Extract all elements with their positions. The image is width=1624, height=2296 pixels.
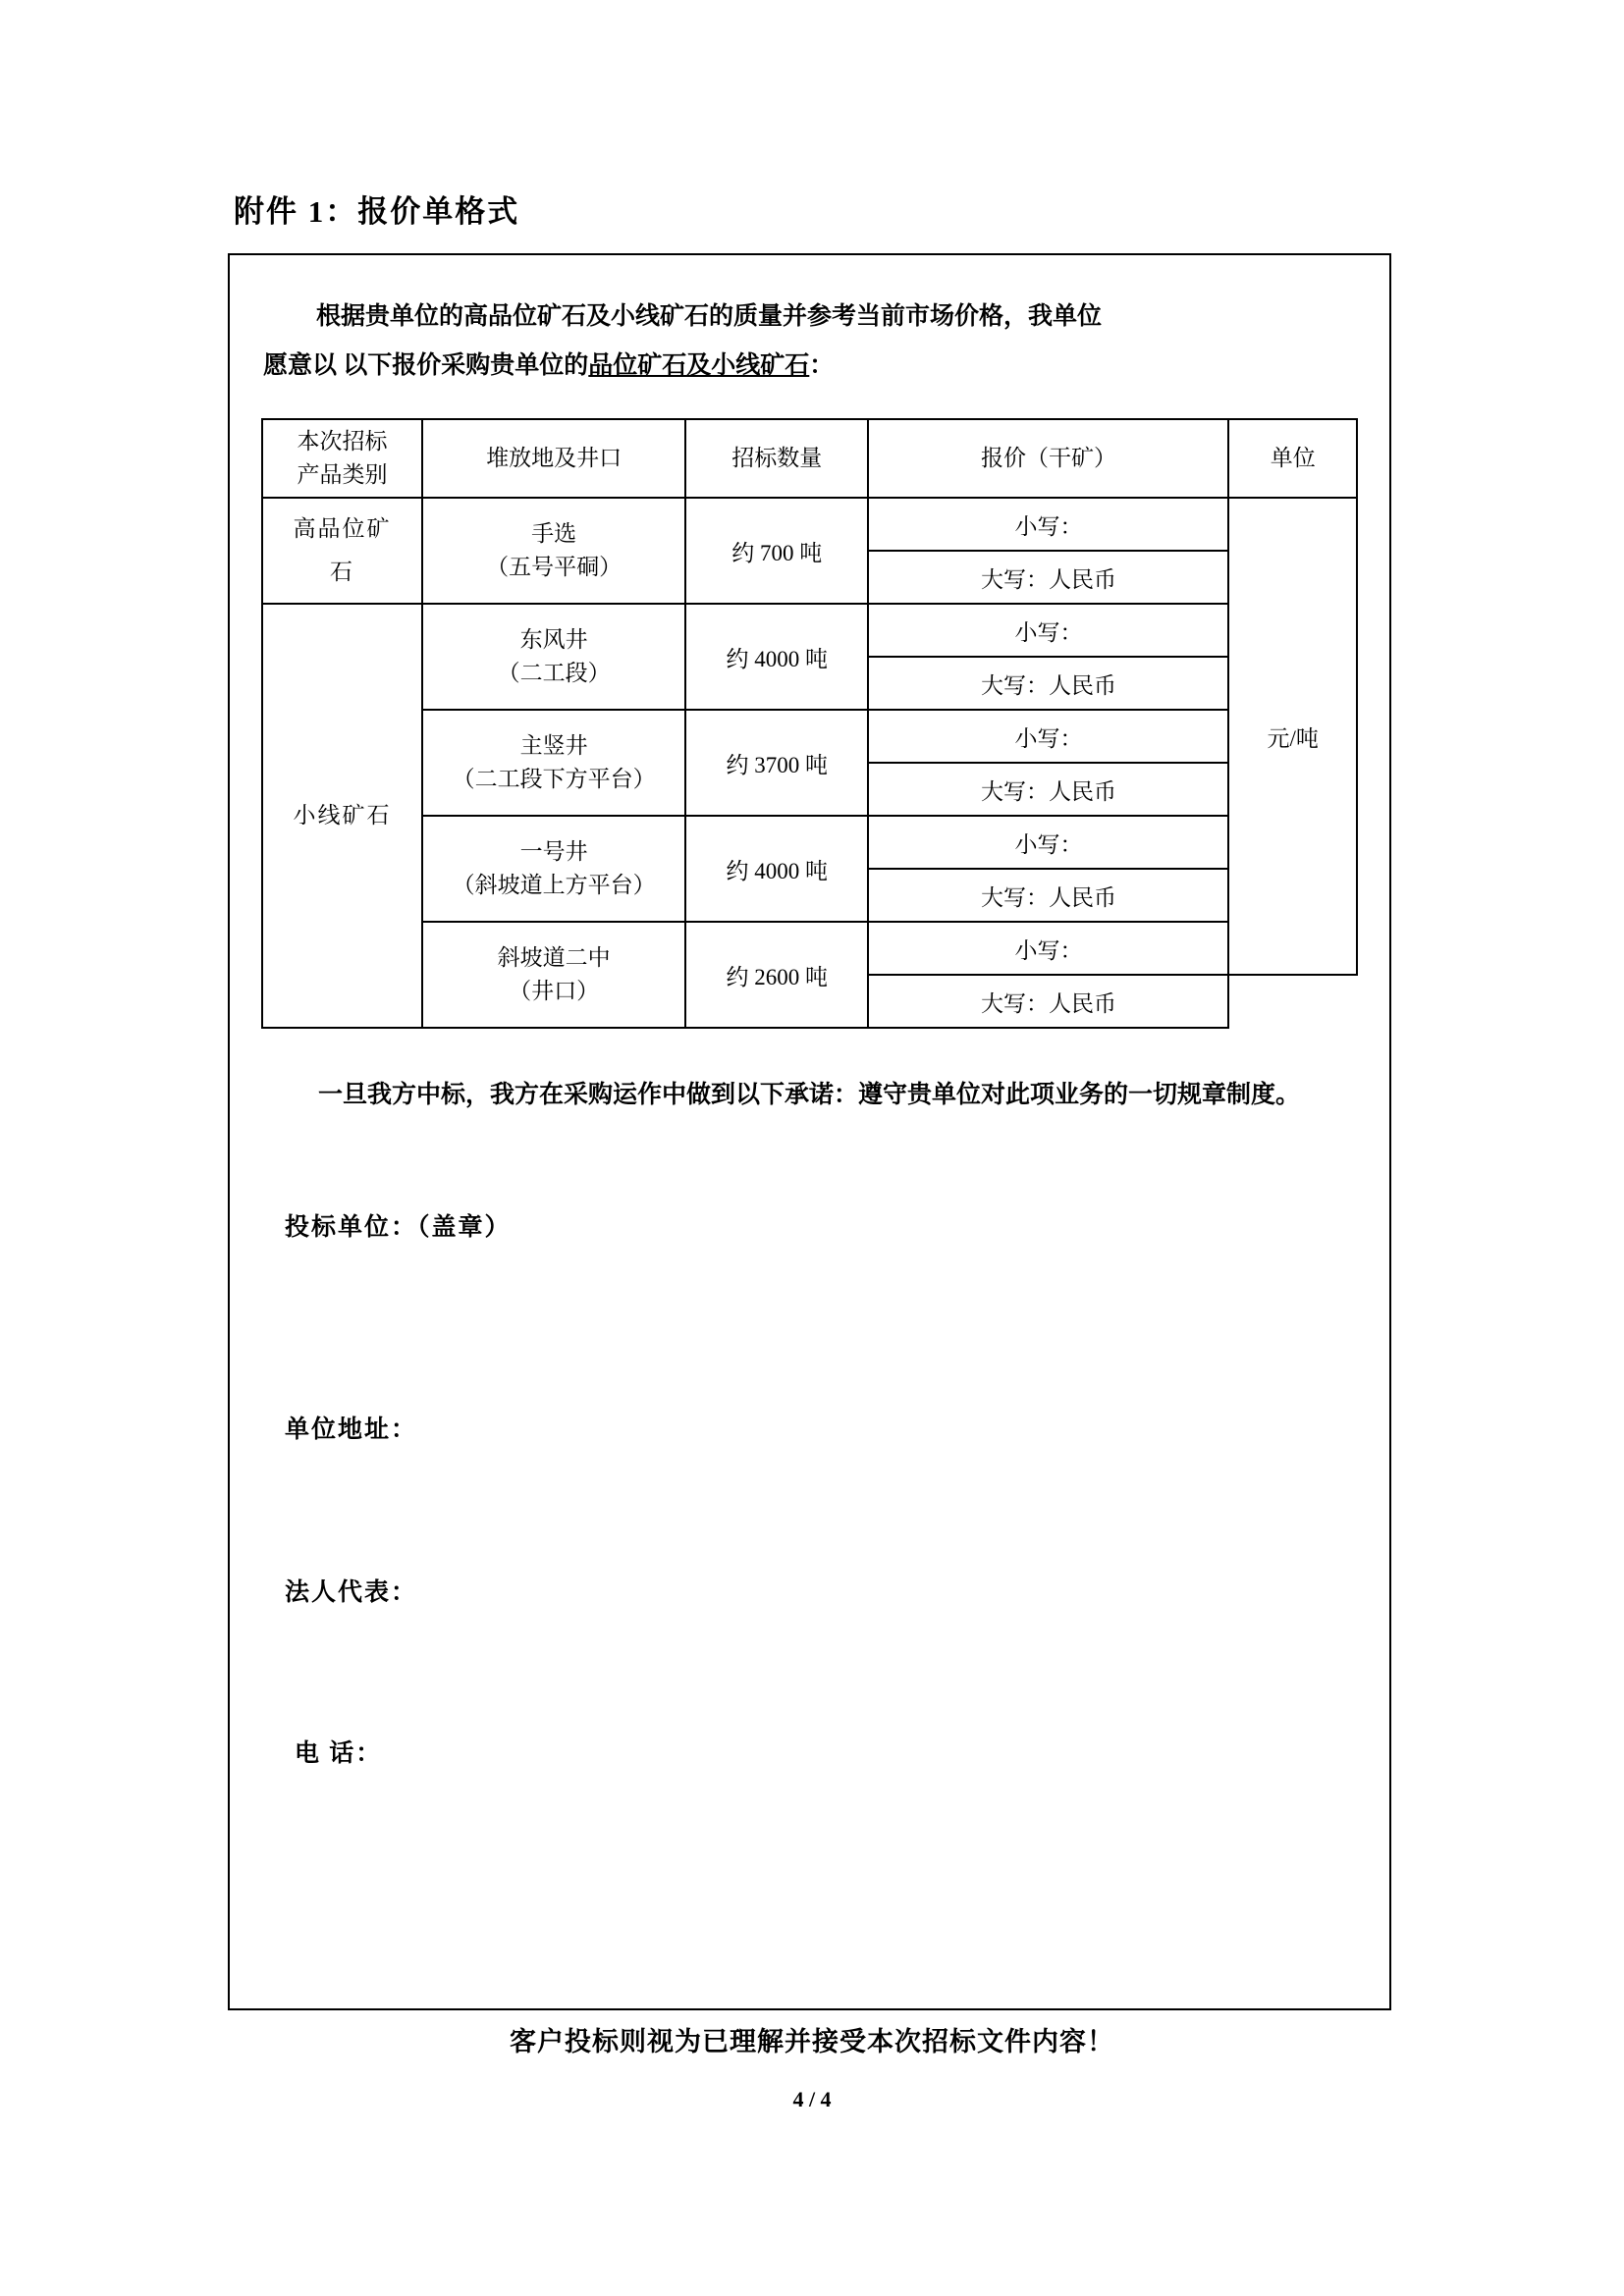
header-category: [262, 419, 422, 498]
table-row: [262, 498, 1357, 551]
cell-price-lower-shouxuan[interactable]: 小写：: [868, 498, 1228, 551]
footer-note: 客户投标则视为已理解并接受本次招标文件内容！: [510, 2027, 1114, 2056]
intro-line-2-prefix: 愿意以 以下报价采购贵单位的: [263, 352, 589, 379]
field-bidder-unit[interactable]: 投标单位：（盖章）: [285, 1214, 512, 1241]
cell-price-lower-yihaojing[interactable]: 小写：: [868, 816, 1228, 869]
quote-form-box: [228, 253, 1391, 2010]
site-yihaojing-line2: （斜坡道上方平台）: [452, 873, 656, 897]
cell-site-xiepodao: [422, 922, 685, 1028]
field-legal-representative[interactable]: 法人代表：: [285, 1579, 418, 1606]
cell-price-upper-dongfengjing[interactable]: 大写：人民币: [868, 657, 1228, 710]
table-row: [262, 710, 1357, 763]
pledge-text: 一旦我方中标，我方在采购运作中做到以下承诺：遵守贵单位对此项业务的一切规章制度。: [318, 1082, 1301, 1108]
pledge-paragraph: [269, 1074, 1350, 1117]
intro-line-2-underline: 品位矿石及小线矿石: [588, 352, 810, 379]
header-category-line2: 产品类别: [297, 462, 388, 487]
cell-price-upper-xiepodao[interactable]: 大写：人民币: [868, 975, 1228, 1028]
header-quantity: 招标数量: [685, 419, 868, 498]
cell-site-dongfengjing: [422, 604, 685, 710]
site-dongfengjing-line2: （二工段）: [497, 661, 611, 685]
table-row: [262, 816, 1357, 869]
cell-price-upper-shouxuan[interactable]: 大写：人民币: [868, 551, 1228, 604]
header-site: 堆放地及井口: [422, 419, 685, 498]
cell-price-upper-zhushujing[interactable]: 大写：人民币: [868, 763, 1228, 816]
page-title: 附件 1：报价单格式: [234, 194, 520, 229]
cell-unit-value: 元/吨: [1228, 498, 1357, 975]
category-high-grade-line2: 石: [330, 560, 355, 584]
cell-category-small-line: 小线矿石: [262, 604, 422, 1028]
cell-quantity-yihaojing: 约 4000 吨: [685, 816, 868, 922]
cell-price-lower-xiepodao[interactable]: 小写：: [868, 922, 1228, 975]
cell-price-lower-dongfengjing[interactable]: 小写：: [868, 604, 1228, 657]
cell-quantity-zhushujing: 约 3700 吨: [685, 710, 868, 816]
cell-price-upper-yihaojing[interactable]: 大写：人民币: [868, 869, 1228, 922]
cell-site-zhushujing: [422, 710, 685, 816]
table-row: [262, 922, 1357, 975]
cell-quantity-dongfengjing: 约 4000 吨: [685, 604, 868, 710]
site-dongfengjing-line1: 东风井: [519, 627, 588, 652]
table-row: [262, 604, 1357, 657]
site-shouxuan-line1: 手选: [531, 521, 577, 546]
page-number: 4 / 4: [792, 2087, 832, 2111]
cell-site-shouxuan: [422, 498, 685, 604]
category-high-grade-line1: 高品位矿: [293, 516, 392, 541]
cell-quantity-xiepodao: 约 2600 吨: [685, 922, 868, 1028]
site-zhushujing-line1: 主竖井: [519, 733, 588, 758]
site-yihaojing-line1: 一号井: [519, 839, 588, 864]
header-price: 报价（干矿）: [868, 419, 1228, 498]
intro-paragraph: [263, 293, 1356, 391]
site-xiepodao-line2: （井口）: [509, 979, 600, 1003]
cell-site-yihaojing: [422, 816, 685, 922]
field-phone[interactable]: 电 话：: [295, 1740, 383, 1767]
cell-price-lower-zhushujing[interactable]: 小写：: [868, 710, 1228, 763]
quote-table: [261, 418, 1358, 1029]
intro-line-1: 根据贵单位的高品位矿石及小线矿石的质量并参考当前市场价格，我单位: [316, 303, 1103, 330]
site-zhushujing-line2: （二工段下方平台）: [452, 767, 656, 791]
field-unit-address[interactable]: 单位地址：: [285, 1416, 418, 1443]
cell-quantity-shouxuan: 约 700 吨: [685, 498, 868, 604]
site-xiepodao-line1: 斜坡道二中: [497, 945, 611, 970]
header-unit: 单位: [1228, 419, 1357, 498]
table-header-row: [262, 419, 1357, 498]
cell-category-high-grade: [262, 498, 422, 604]
intro-line-2-suffix: ：: [809, 352, 835, 379]
header-category-line1: 本次招标: [297, 429, 388, 454]
site-shouxuan-line2: （五号平硐）: [486, 555, 623, 579]
